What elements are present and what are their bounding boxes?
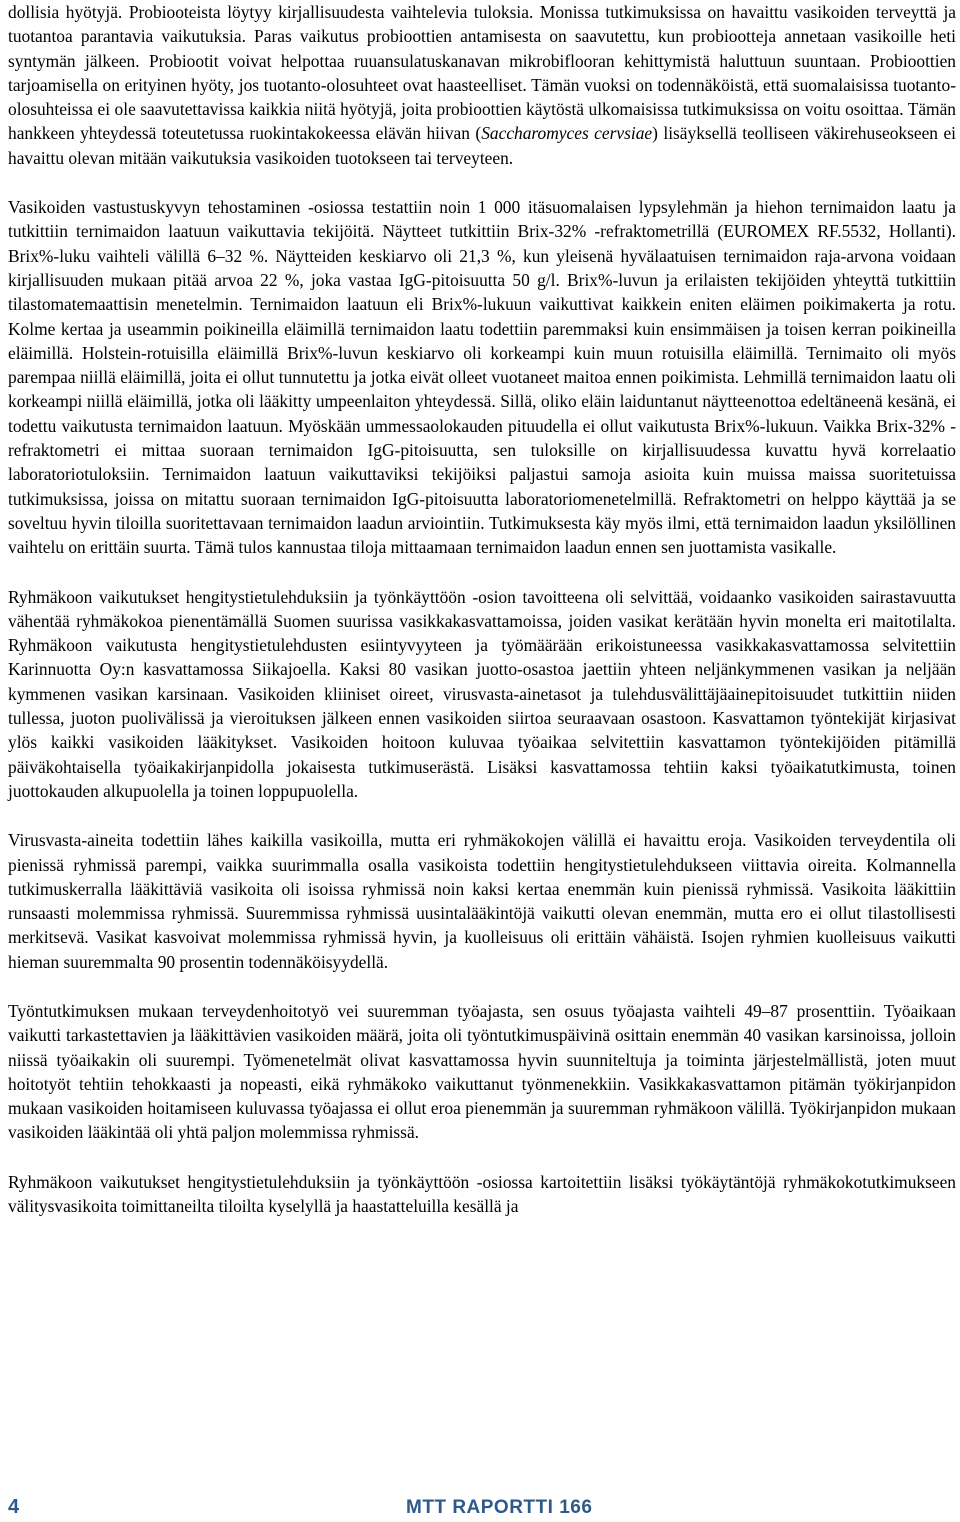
text-run: Ryhmäkoon vaikutukset hengitystietulehduksiin ja työnkäyttöön -osiossa kartoitettiin lisäksi työkäytäntöjä ryhmäkokotutkimukseen välitysvasikoita toimittaneilta tiloilta kyselyllä ja haastatteluilla kesällä ja	[8, 1171, 956, 1217]
text-run: ) lisäyksellä teolliseen väkirehuseokseen ei havaittu olevan mitään vaikutuksia vasikoiden tuotokseen tai terveyteen.	[8, 123, 956, 168]
page-number: 4	[8, 1496, 20, 1518]
species-name: Saccharomyces cervsiae	[481, 123, 653, 144]
text-run: dollisia hyötyjä. Probiooteista löytyy kirjallisuudesta vaihtelevia tuloksia. Monissa tutkimuksissa on havaittu vasikoiden terveyttä ja tuotantoa parantavia vaikutuksia. Paras vaikutus probioottien antamisesta on saavutettu, kun probiootteja annetaan vasikoille heti syntymän jälkeen. Probiootit voivat helpottaa ruuansulatuskanavan mikrobiflooran kehittymistä haluttuun suuntaan. Probioottien tarjoamisella on erityinen hyöty, jos tuotanto-olosuhteet ovat haasteelliset. Tämän vuoksi on todennäköistä, että suomalaisissa tuotanto-olosuhteissa ei ole saavutettavissa kaikkia niitä hyötyjä, joita probioottien käytöstä ulkomaisissa tutkimuksissa on voitu osoittaa. Tämän hankkeen yhteydessä toteutetussa ruokintakokeessa elävän hiivan (	[8, 2, 956, 144]
text-run: Vasikoiden vastustuskyvyn tehostaminen -osiossa testattiin noin 1 000 itäsuomalaisen lypsylehmän ja hiehon ternimaidon laatu ja tutkittiin ternimaidon laatuun vaikuttavia tekijöitä. Näytteet tutkittiin Brix-32% -refraktometrillä (EUROMEX RF.5532, Hollanti). Brix%-luku vaihteli välillä 6–32 %. Näytteiden keskiarvo oli 21,3 %, kun yleisenä hyvälaatuisen ternimaidon raja-arvona voidaan kirjallisuuden mukaan pitää arvoa 22 %, joka vastaa IgG-pitoisuutta 50 g/l. Brix%-luvun ja erilaisten tekijöiden yhteyttä tutkittiin tilastomatemaattisin menetelmin. Ternimaidon laatuun eli Brix%-lukuun vaikuttivat kaikkein eniten eläimen poikimakerta ja rotu. Kolme kertaa ja useammin poikineilla eläimillä ternimaidon laatu todettiin paremmaksi kuin ensimmäisen ja toisen kerran poikineilla eläimillä. Holstein-rotuisilla eläimillä Brix%-luvun keskiarvo oli korkeampi kuin muun rotuisilla eläimillä. Ternimaito oli myös parempaa niillä eläimillä, joita ei ollut tunnutettu ja jotka eivät olleet vuotaneet maitoa ennen poikimista. Lehmillä ternimaidon laatu oli korkeampi niillä eläimillä, jotka oli lääkitty umpeenlaiton yhteydessä. Sillä, oliko eläin laiduntanut näytteenottoa edeltäneenä kesänä, ei todettu vaikutusta ternimaidon laatuun. Myöskään ummessaolokauden pituudella ei ollut vaikutusta Brix%-lukuun. Vaikka Brix-32% -refraktometri ei mittaa suoraan ternimaidon IgG-pitoisuutta, sen tuloksille on kirjallisuudessa kuvattu hyvä korrelaatio laboratoriotuloksiin. Ternimaidon laatuun vaikuttaviksi tekijöiksi paljastui samoja asioita kuin muissa maissa suoritetuissa tutkimuksissa, joissa on mitattu suoraan ternimaidon IgG-pitoisuutta laboratoriomenetelmillä. Refraktometri on helppo käyttää ja se soveltuu hyvin tiloilla suoritettavaan ternimaidon laadun arviointiin. Tutkimuksesta käy myös ilmi, että ternimaidon laadun yksilöllinen vaihtelu on erittäin suurta. Tämä tulos kannustaa tiloja mittaamaan ternimaidon laadun ennen sen juottamista vasikalle.	[8, 197, 956, 558]
paragraph	[8, 585, 956, 804]
text-run: Virusvasta-aineita todettiin lähes kaikilla vasikoilla, mutta eri ryhmäkokojen välillä ei havaittu eroja. Vasikoiden terveydentila oli pienissä ryhmissä parempi, vaikka suurimmalla osalla vasikoista todettiin hengitystietulehdukseen viittavia oireita. Kolmannella tutkimuskerralla lääkittäviä vasikoita oli isoissa ryhmissä noin kaksi kertaa enemmän kuin pienissä ryhmissä. Vasikoita lääkittiin runsaasti molemmissa ryhmissä. Suuremmissa ryhmissä uusintalääkintöjä vaikutti olevan enemmän, mutta ero ei ollut tilastollisesti merkitsevä. Vasikat kasvoivat molemmissa ryhmissä hyvin, ja kuolleisuus oli erittäin vähäistä. Isojen ryhmien kuolleisuus vaikutti hieman suuremmalta 90 prosentin todennäköisyydellä.	[8, 830, 956, 972]
paragraph	[8, 999, 956, 1145]
paragraph	[8, 1170, 956, 1219]
publication-name: MTT RAPORTTI 166	[406, 1497, 593, 1518]
text-run: Ryhmäkoon vaikutukset hengitystietulehduksiin ja työnkäyttöön -osion tavoitteena oli selvittää, voidaanko vasikoiden sairastavuutta vähentää ryhmäkokoa pienentämällä Suomen suurissa vasikkakasvattamoissa, joiden vasikat kerätään hyvin monelta eri maitotilalta. Ryhmäkoon vaikutusta hengitystietulehdusten esiintyvyyteen ja työmäärään erikoistuneessa vasikkakasvattamossa selvitettiin Karinnuotta Oy:n kasvattamossa Siikajoella. Kaksi 80 vasikan juotto-osastoa jaettiin yhteen neljänkymmenen vasikan ja neljään kymmenen vasikan karsinaan. Vasikoiden kliiniset oireet, virusvasta-ainetasot ja tulehdusvälittäjäainepitoisuudet tutkittiin niiden tullessa, juoton puolivälissä ja vieroituksen jälkeen ennen vasikoiden siirtoa seuraavaan osastoon. Kasvattamon työntekijät kirjasivat ylös kaikki vasikoiden lääkitykset. Vasikoiden hoitoon kuluvaa työaikaa selvitettiin kasvattamon työntekijöiden pitämillä päiväkohtaisella työaikakirjanpidolla jokaisesta tutkimuserästä. Lisäksi kasvattamossa tehtiin kaksi työaikatutkimusta, toinen juottokauden alkupuolella ja toinen loppupuolella.	[8, 586, 956, 801]
paragraph	[8, 195, 956, 559]
body-text	[8, 0, 956, 1218]
text-run: Työntutkimuksen mukaan terveydenhoitotyö vei suuremman työajasta, sen osuus työajasta vaihteli 49–87 prosenttiin. Työaikaan vaikutti tarkastettavien ja lääkittävien vasikoiden määrä, joita oli työntutkimuspäivinä osittain enemmän 40 vasikan karsinoissa, jolloin niissä työaikakin oli suurempi. Työmenetelmät olivat kasvattamossa hyvin suunniteltuja ja toiminta järjestelmällistä, joten muut hoitotyöt tehtiin tehokkaasti ja nopeasti, eikä ryhmäkoko vaikuttanut työnmenekkiin. Vasikkakasvattamon pitämän työkirjanpidon mukaan vasikoiden hoitamiseen kuluvassa työajassa ei ollut eroa pienemmän ja suuremman ryhmäkoon välillä. Työkirjanpidon mukaan vasikoiden lääkintää oli yhtä paljon molemmissa ryhmissä.	[8, 1000, 956, 1143]
paragraph	[8, 828, 956, 974]
paragraph	[8, 0, 956, 170]
